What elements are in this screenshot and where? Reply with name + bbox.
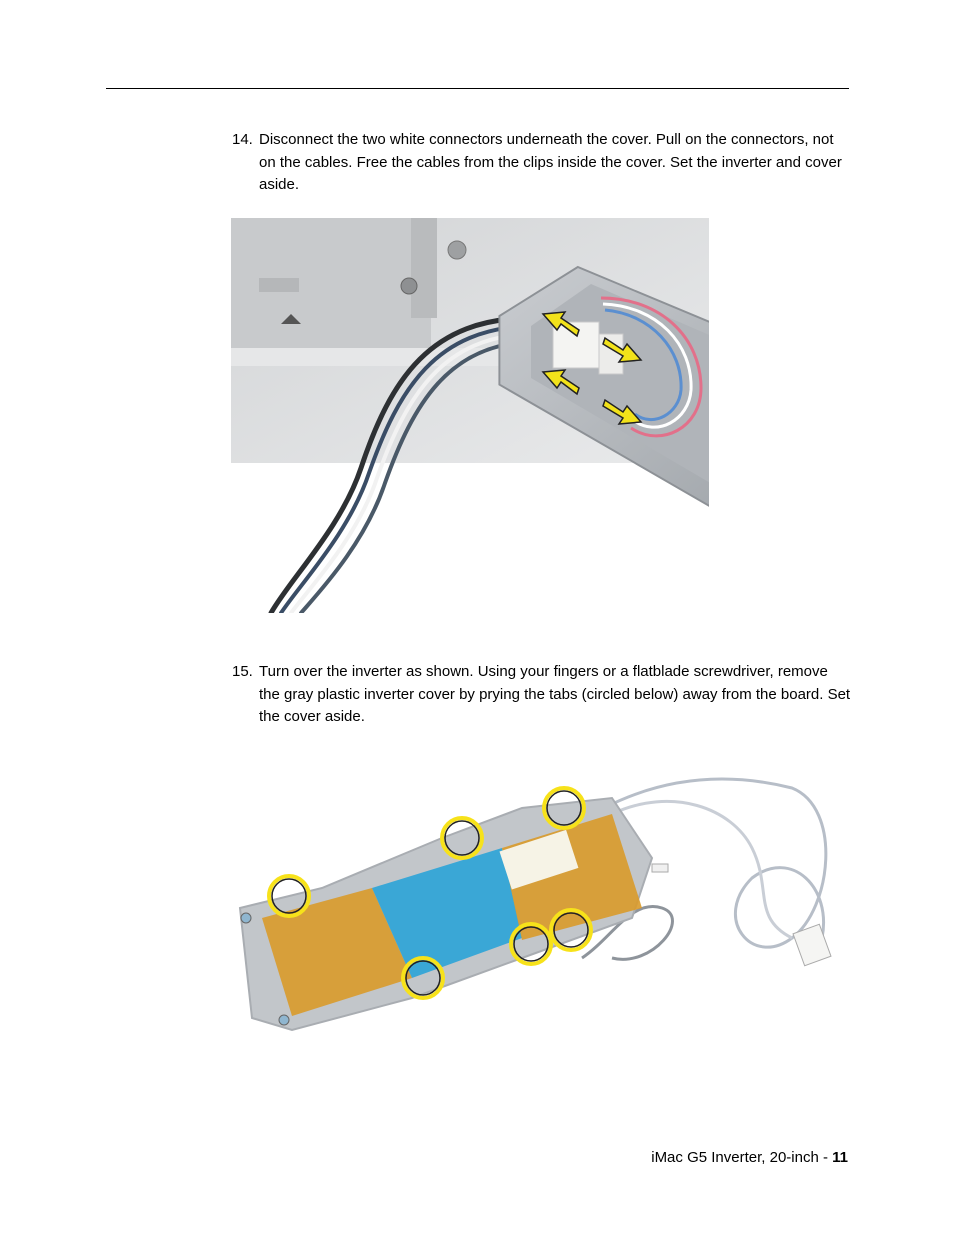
cable-connector-small xyxy=(652,864,668,872)
screw-icon xyxy=(401,278,417,294)
screw-icon xyxy=(279,1015,289,1025)
figure-inverter-board-photo xyxy=(232,768,850,1048)
footer-title: iMac G5 Inverter, 20-inch - xyxy=(651,1149,833,1166)
vent-grille xyxy=(259,278,299,292)
screw-icon xyxy=(448,241,466,259)
step-14 xyxy=(232,129,852,197)
screw-icon xyxy=(241,913,251,923)
housing-rib xyxy=(411,218,437,318)
figure-connectors-photo xyxy=(231,218,709,613)
page-footer xyxy=(651,1149,848,1166)
step-text: Disconnect the two white connectors underneath the cover. Pull on the connectors, not on the cables. Free the cables from the clips inside the cover. Set the inverter and cover aside. xyxy=(259,131,842,193)
step-15 xyxy=(232,661,852,729)
step-number: 14. xyxy=(232,131,253,148)
step-number: 15. xyxy=(232,663,253,680)
photo-bottom-blank xyxy=(231,463,709,613)
page-number: 11 xyxy=(832,1149,848,1166)
step-text: Turn over the inverter as shown. Using your fingers or a flatblade screwdriver, remove the gray plastic inverter cover by prying the tabs (circled below) away from the board. Set the cover aside. xyxy=(259,663,851,725)
header-rule xyxy=(106,88,849,89)
